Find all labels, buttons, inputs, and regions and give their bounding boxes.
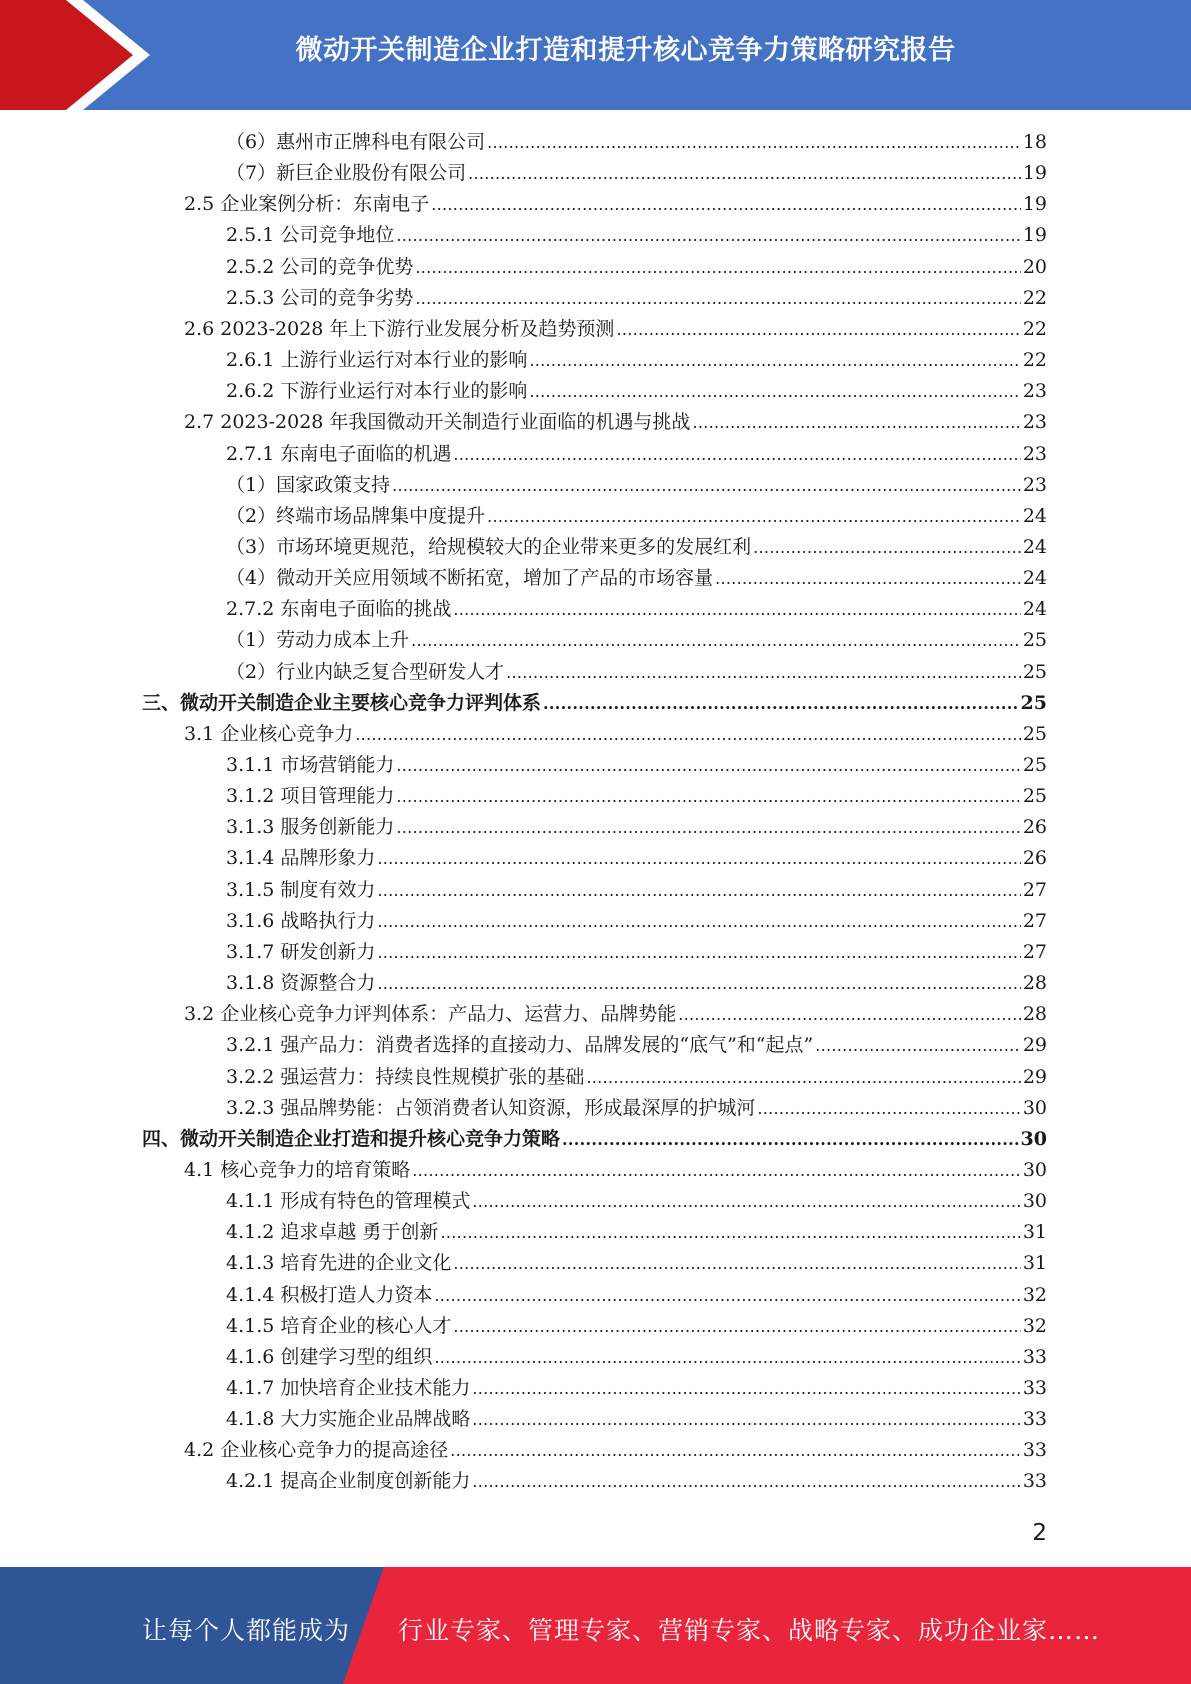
- toc-entry-page: 31: [1022, 1221, 1047, 1244]
- toc-dot-leader: [472, 1192, 1020, 1211]
- toc-entry-page: 24: [1022, 567, 1047, 590]
- toc-entry-page: 24: [1022, 598, 1047, 621]
- toc-entry-page: 19: [1022, 224, 1047, 247]
- toc-dot-leader: [586, 1068, 1020, 1087]
- toc-dot-leader: [472, 1472, 1020, 1491]
- toc-entry[interactable]: [226, 812, 1047, 843]
- toc-entry-page: 25: [1020, 691, 1047, 714]
- toc-entry-title: 3.1.1 市场营销能力: [226, 754, 395, 776]
- toc-dot-leader: [377, 912, 1020, 931]
- toc-dot-leader: [440, 1223, 1020, 1242]
- toc-dot-leader: [453, 445, 1020, 464]
- toc-entry[interactable]: [226, 1248, 1047, 1279]
- toc-entry-title: 2.6 2023-2028 年上下游行业发展分析及趋势预测: [184, 317, 615, 340]
- toc-entry-title: 2.5 企业案例分析：东南电子: [184, 193, 430, 216]
- toc-dot-leader: [815, 1036, 1021, 1055]
- toc-entry[interactable]: [226, 750, 1047, 781]
- toc-entry[interactable]: [184, 1435, 1047, 1466]
- toc-entry-page: 28: [1022, 1003, 1047, 1026]
- toc-entry[interactable]: [226, 1373, 1047, 1404]
- toc-entry[interactable]: [226, 875, 1047, 906]
- toc-entry-title: 3.1.4 品牌形象力: [226, 847, 376, 870]
- toc-entry-title: （4）微动开关应用领域不断拓宽，增加了产品的市场容量: [226, 567, 714, 590]
- footer-slogan-right: 行业专家、管理专家、营销专家、战略专家、成功企业家……: [398, 1616, 1101, 1645]
- toc-entry-page: 33: [1022, 1408, 1047, 1431]
- toc-entry[interactable]: [226, 594, 1047, 625]
- toc-dot-leader: [377, 943, 1020, 962]
- toc-entry-title: （2）行业内缺乏复合型研发人才: [226, 660, 505, 683]
- toc-entry-title: 3.2 企业核心竞争力评判体系：产品力、运营力、品牌势能: [184, 1003, 677, 1026]
- toc-entry[interactable]: [226, 376, 1047, 407]
- toc-entry[interactable]: [226, 625, 1047, 656]
- toc-dot-leader: [415, 289, 1020, 308]
- toc-dot-leader: [392, 476, 1021, 495]
- toc-entry[interactable]: [184, 314, 1047, 345]
- toc-entry-page: 33: [1022, 1377, 1047, 1399]
- toc-entry[interactable]: [184, 719, 1047, 750]
- toc-dot-leader: [434, 1348, 1020, 1367]
- toc-dot-leader: [715, 569, 1021, 588]
- toc-entry[interactable]: [226, 1311, 1047, 1342]
- toc-entry-title: 4.1 核心竞争力的培育策略: [184, 1158, 411, 1181]
- toc-dot-leader: [753, 538, 1021, 557]
- toc-entry-title: （6）惠州市正牌科电有限公司: [226, 131, 486, 153]
- toc-entry[interactable]: [184, 189, 1047, 220]
- toc-entry-title: 3.1.6 战略执行力: [226, 909, 376, 932]
- toc-entry-title: 3.1.7 研发创新力: [226, 940, 376, 963]
- toc-entry-page: 22: [1022, 349, 1047, 372]
- toc-entry[interactable]: [226, 439, 1047, 470]
- toc-entry[interactable]: [226, 252, 1047, 283]
- toc-entry-page: 25: [1022, 629, 1047, 652]
- toc-dot-leader: [692, 413, 1020, 432]
- toc-entry-title: 4.1.7 加快培育企业技术能力: [226, 1377, 471, 1399]
- toc-dot-leader: [472, 1379, 1020, 1398]
- toc-entry-title: 2.5.3 公司的竞争劣势: [226, 286, 414, 309]
- toc-entry-page: 28: [1022, 972, 1047, 995]
- toc-entry-page: 32: [1022, 1283, 1047, 1306]
- page-number: 2: [1032, 1520, 1047, 1546]
- toc-entry[interactable]: [226, 1466, 1047, 1497]
- toc-dot-leader: [757, 1099, 1020, 1118]
- toc-entry-page: 25: [1022, 722, 1047, 745]
- toc-entry[interactable]: [226, 1404, 1047, 1435]
- toc-entry-title: 3.1 企业核心竞争力: [184, 722, 354, 745]
- toc-entry-title: 4.1.1 形成有特色的管理模式: [226, 1190, 471, 1213]
- page-header: [0, 0, 1191, 110]
- toc-entry-page: 23: [1022, 442, 1047, 465]
- toc-entry-title: （3）市场环境更规范，给规模较大的企业带来更多的发展红利: [226, 535, 752, 558]
- toc-entry-page: 26: [1022, 847, 1047, 870]
- toc-entry[interactable]: [226, 1217, 1047, 1248]
- toc-entry-title: 2.6.2 下游行业运行对本行业的影响: [226, 380, 528, 403]
- toc-entry-title: 2.7.2 东南电子面临的挑战: [226, 598, 452, 621]
- toc-dot-leader: [450, 1441, 1021, 1460]
- toc-entry[interactable]: [226, 470, 1047, 501]
- toc-dot-leader: [355, 725, 1021, 744]
- toc-entry-page: 32: [1022, 1314, 1047, 1337]
- toc-dot-leader: [616, 320, 1020, 339]
- toc-entry[interactable]: [226, 781, 1047, 812]
- toc-entry-page: 25: [1022, 754, 1047, 776]
- toc-dot-leader: [472, 1410, 1020, 1429]
- toc-entry[interactable]: [142, 1124, 1047, 1155]
- toc-dot-leader: [453, 1254, 1020, 1273]
- toc-entry-title: 4.2 企业核心竞争力的提高途径: [184, 1439, 449, 1462]
- toc-entry-page: 30: [1022, 1158, 1047, 1181]
- toc-entry[interactable]: [184, 999, 1047, 1030]
- toc-dot-leader: [412, 1161, 1021, 1180]
- toc-entry[interactable]: [142, 688, 1047, 719]
- toc-entry-page: 25: [1022, 785, 1047, 808]
- toc-entry-title: 三、微动开关制造企业主要核心竞争力评判体系: [142, 691, 542, 714]
- toc-entry-title: 4.2.1 提高企业制度创新能力: [226, 1470, 471, 1493]
- toc-dot-leader: [396, 756, 1020, 775]
- toc-entry-title: 2.6.1 上游行业运行对本行业的影响: [226, 349, 528, 372]
- toc-entry-title: 3.1.2 项目管理能力: [226, 785, 395, 808]
- toc-dot-leader: [396, 787, 1020, 806]
- toc-entry-page: 27: [1022, 940, 1047, 963]
- toc-entry-title: 3.2.3 强品牌势能：占领消费者认知资源，形成最深厚的护城河: [226, 1096, 756, 1119]
- toc-entry[interactable]: [226, 283, 1047, 314]
- toc-entry[interactable]: [184, 407, 1047, 438]
- toc-dot-leader: [415, 258, 1020, 277]
- toc-entry[interactable]: [226, 158, 1047, 189]
- toc-dot-leader: [453, 600, 1020, 619]
- toc-entry[interactable]: [226, 1093, 1047, 1124]
- toc-entry[interactable]: [226, 532, 1047, 563]
- toc-dot-leader: [411, 631, 1021, 650]
- toc-dot-leader: [543, 694, 1019, 713]
- toc-entry-page: 20: [1022, 255, 1047, 278]
- toc-dot-leader: [529, 382, 1020, 401]
- toc-entry-page: 30: [1020, 1127, 1047, 1150]
- toc-entry-title: 4.1.3 培育先进的企业文化: [226, 1252, 452, 1275]
- toc-entry-page: 24: [1022, 535, 1047, 558]
- toc-entry-title: （2）终端市场品牌集中度提升: [226, 504, 486, 527]
- toc-entry[interactable]: [226, 1186, 1047, 1217]
- toc-entry-page: 23: [1022, 380, 1047, 403]
- toc-entry-title: 3.1.3 服务创新能力: [226, 816, 395, 839]
- toc-entry-page: 33: [1022, 1345, 1047, 1368]
- toc-entry-page: 30: [1022, 1190, 1047, 1213]
- toc-entry[interactable]: [226, 345, 1047, 376]
- toc-dot-leader: [396, 226, 1020, 245]
- toc-entry-title: 3.1.8 资源整合力: [226, 972, 376, 995]
- toc-dot-leader: [377, 881, 1020, 900]
- toc-entry-page: 22: [1022, 286, 1047, 309]
- report-title: 微动开关制造企业打造和提升核心竞争力策略研究报告: [295, 35, 956, 66]
- toc-entry-title: （7）新巨企业股份有限公司: [226, 162, 467, 185]
- footer-slogan-left: 让每个人都能成为: [142, 1616, 351, 1645]
- toc-entry[interactable]: [226, 127, 1047, 158]
- toc-entry[interactable]: [226, 968, 1047, 999]
- toc-entry-page: 22: [1022, 317, 1047, 340]
- toc-dot-leader: [468, 164, 1021, 183]
- toc-entry-title: 4.1.2 追求卓越 勇于创新: [226, 1221, 439, 1244]
- toc-entry-page: 33: [1022, 1439, 1047, 1462]
- toc-entry-page: 27: [1022, 909, 1047, 932]
- toc-entry[interactable]: [226, 1342, 1047, 1373]
- toc-entry[interactable]: [226, 843, 1047, 874]
- toc-entry[interactable]: [226, 657, 1047, 688]
- toc-entry-page: 31: [1022, 1252, 1047, 1275]
- toc-entry[interactable]: [184, 1155, 1047, 1186]
- toc-dot-leader: [396, 818, 1020, 837]
- toc-entry-page: 18: [1022, 131, 1047, 153]
- toc-entry-title: 2.7 2023-2028 年我国微动开关制造行业面临的机遇与挑战: [184, 411, 691, 434]
- toc-entry-page: 19: [1022, 162, 1047, 185]
- toc-entry[interactable]: [226, 906, 1047, 937]
- toc-entry-title: 2.5.2 公司的竞争优势: [226, 255, 414, 278]
- toc-entry-page: 30: [1022, 1096, 1047, 1119]
- toc-entry-page: 23: [1022, 411, 1047, 434]
- toc-entry[interactable]: [226, 501, 1047, 532]
- toc-dot-leader: [377, 849, 1020, 868]
- toc-dot-leader: [678, 1005, 1021, 1024]
- toc-entry-title: 4.1.4 积极打造人力资本: [226, 1283, 433, 1306]
- toc-entry[interactable]: [226, 563, 1047, 594]
- toc-entry-title: 2.7.1 东南电子面临的机遇: [226, 442, 452, 465]
- toc-dot-leader: [431, 195, 1021, 214]
- toc-entry[interactable]: [226, 220, 1047, 251]
- toc-entry-title: 4.1.5 培育企业的核心人才: [226, 1314, 452, 1337]
- toc-entry-title: 四、微动开关制造企业打造和提升核心竞争力策略: [142, 1127, 561, 1150]
- toc-entry-title: 3.1.5 制度有效力: [226, 878, 376, 901]
- toc-entry-page: 29: [1022, 1065, 1047, 1088]
- toc-entry[interactable]: [226, 1280, 1047, 1311]
- toc-dot-leader: [453, 1317, 1020, 1336]
- toc-entry[interactable]: [226, 937, 1047, 968]
- toc-entry-page: 26: [1022, 816, 1047, 839]
- toc-entry-title: 3.2.1 强产品力：消费者选择的直接动力、品牌发展的“底气”和“起点”: [226, 1034, 814, 1057]
- toc-dot-leader: [434, 1286, 1020, 1305]
- header-arrow-decoration: [0, 0, 160, 110]
- toc-dot-leader: [506, 663, 1021, 682]
- toc-entry-page: 25: [1022, 660, 1047, 683]
- toc-entry-page: 29: [1022, 1034, 1047, 1057]
- toc-entry-page: 24: [1022, 504, 1047, 527]
- page-footer: [0, 1567, 1191, 1684]
- toc-entry[interactable]: [226, 1062, 1047, 1093]
- toc-dot-leader: [377, 974, 1020, 993]
- toc-entry-page: 33: [1022, 1470, 1047, 1493]
- toc-entry-page: 23: [1022, 473, 1047, 496]
- toc-entry-title: 4.1.6 创建学习型的组织: [226, 1345, 433, 1368]
- toc-entry-title: （1）劳动力成本上升: [226, 629, 410, 652]
- toc-entry-title: 2.5.1 公司竞争地位: [226, 224, 395, 247]
- toc-entry-title: 4.1.8 大力实施企业品牌战略: [226, 1408, 471, 1431]
- toc-entry-title: （1）国家政策支持: [226, 473, 391, 496]
- toc-entry-title: 3.2.2 强运营力：持续良性规模扩张的基础: [226, 1065, 585, 1088]
- toc-dot-leader: [562, 1130, 1019, 1149]
- toc-entry-page: 27: [1022, 878, 1047, 901]
- toc-dot-leader: [529, 351, 1020, 370]
- toc-dot-leader: [487, 133, 1021, 152]
- toc-entry-page: 19: [1022, 193, 1047, 216]
- toc-entry[interactable]: [226, 1030, 1047, 1061]
- toc-dot-leader: [487, 507, 1021, 526]
